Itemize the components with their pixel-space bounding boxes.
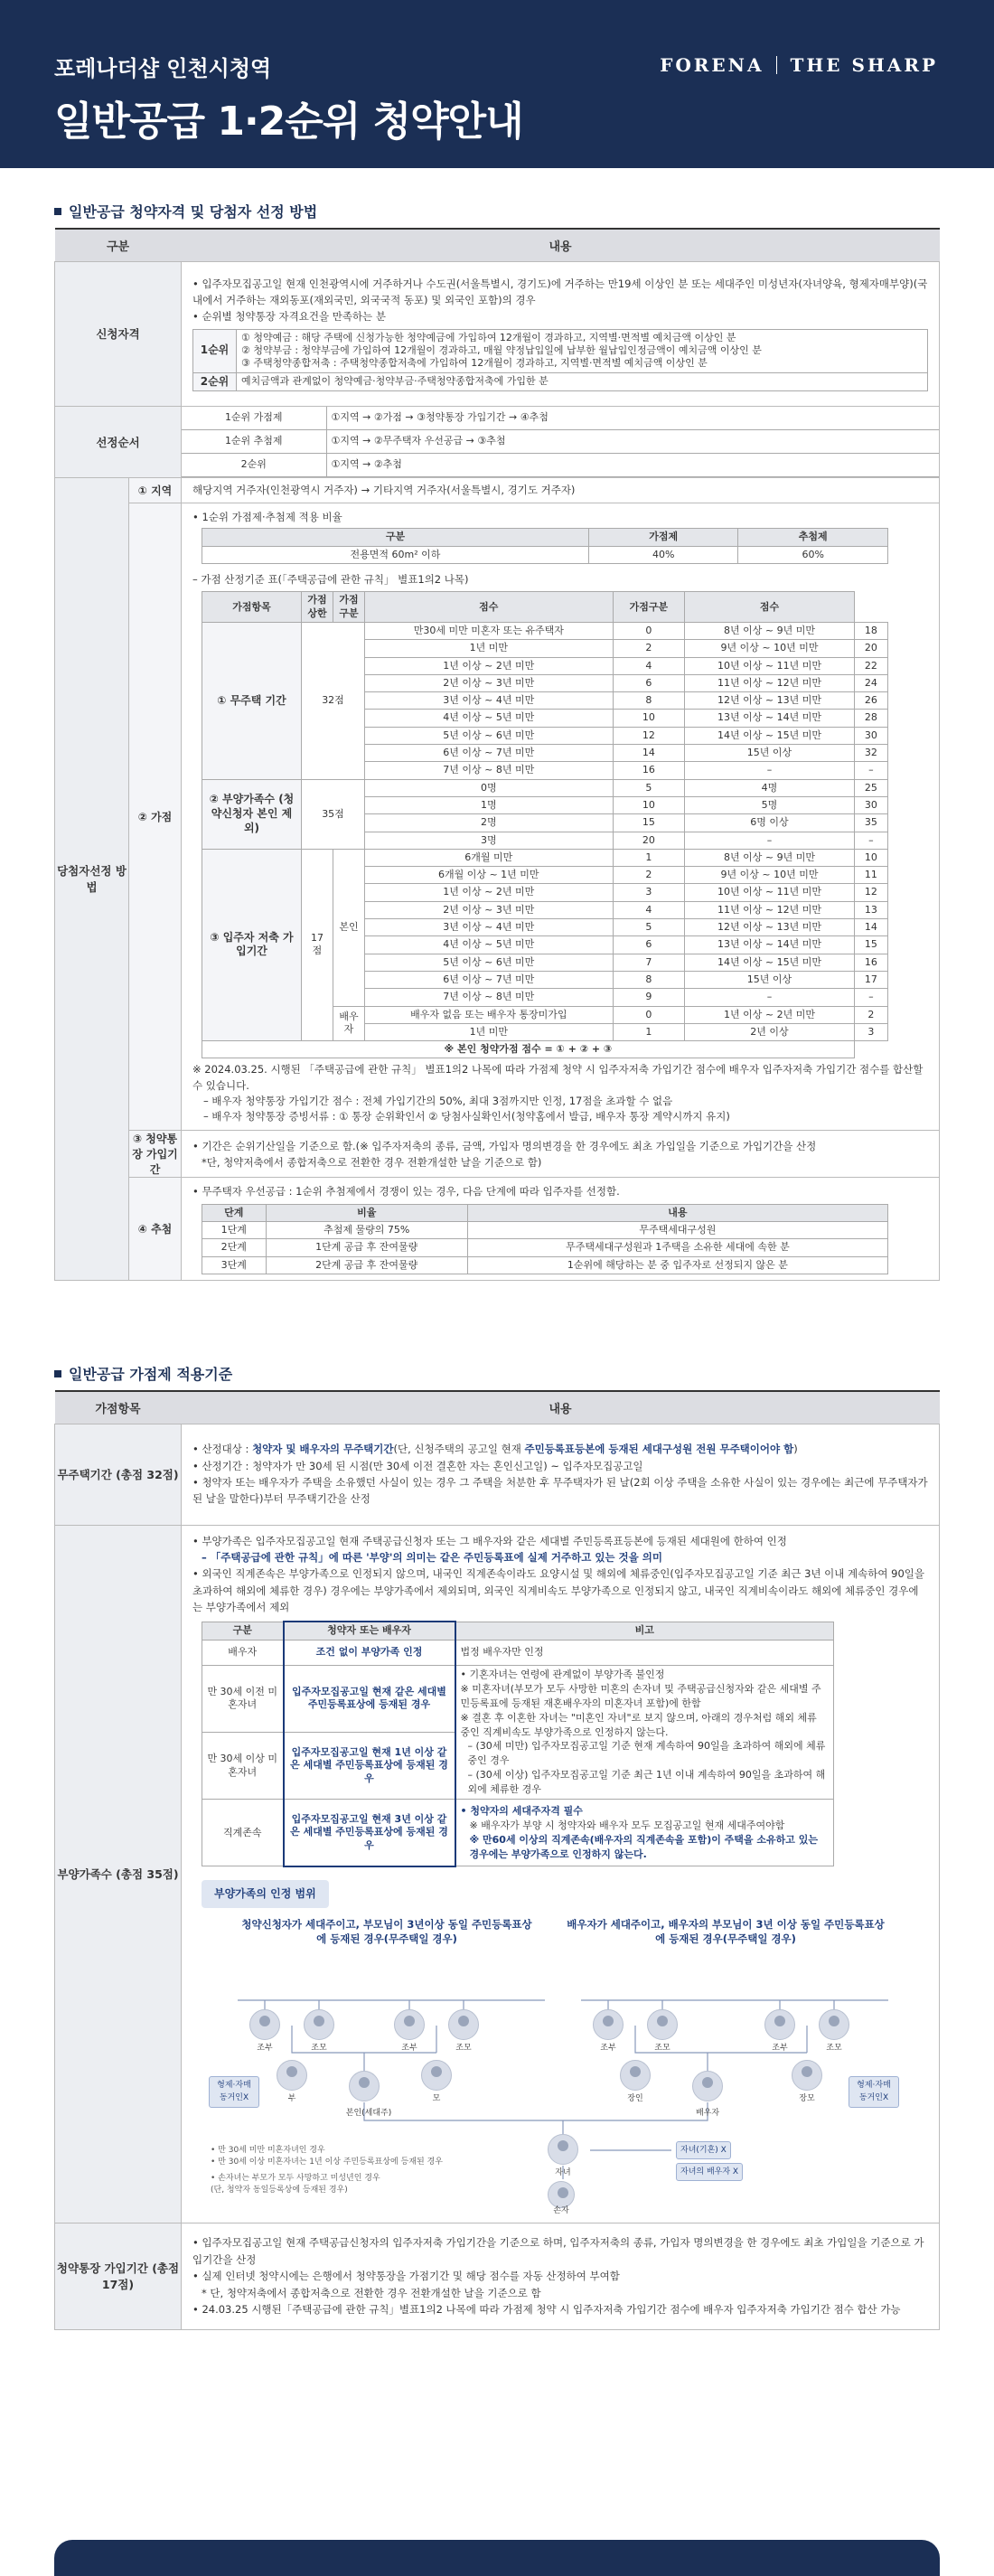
score-cell: 5년 이상 ~ 6년 미만 bbox=[365, 727, 614, 744]
score-row bbox=[202, 849, 888, 866]
order-steps: ①지역 → ②추첨 bbox=[326, 454, 939, 477]
nh-bullet: • 청약자 또는 배우자가 주택을 소유했던 사실이 있는 경우 그 주택을 처분한 후 무주택자가 된 날(2회 이상 주택을 소유한 사실이 있는 경우에는 최근에 무주택자가 된 날을 말한다)부터 무주택기간을 산정 bbox=[192, 1474, 928, 1508]
col-item: 가점항목 bbox=[55, 1391, 182, 1424]
rank1-label: 1순위 bbox=[193, 329, 237, 372]
score-label: ② 가점 bbox=[129, 503, 182, 1131]
qual-bullet: • 입주자모집공고일 현재 인천광역시에 거주하거나 수도권(서울특별시, 경기도)에 거주하는 만19세 이상인 분 또는 세대주인 미성년자(자녀양육, 형제자매부양)(국내에서 거주하는 재외동포(재외국민, 외국국적 동포) 및 외국인 포함)의 경우 bbox=[192, 276, 928, 309]
score-cell: – bbox=[685, 762, 855, 779]
period-label: ③ 청약통장 가입기간 bbox=[129, 1131, 182, 1178]
score-head: 가점구분 bbox=[333, 592, 365, 623]
score-cell: 1년 미만 bbox=[365, 1023, 614, 1040]
label-fatherinlaw: 장인 bbox=[627, 2093, 643, 2103]
lottery-row bbox=[202, 1222, 888, 1239]
score-notes bbox=[192, 1062, 928, 1124]
label-grandma4: 조모 bbox=[826, 2043, 842, 2053]
brand-forena: FORENA bbox=[660, 54, 764, 76]
score-cell: 15 bbox=[854, 936, 887, 954]
score-cell: 30 bbox=[854, 727, 887, 744]
score-cell: 5년 이상 ~ 6년 미만 bbox=[365, 954, 614, 971]
order-rank: 2순위 bbox=[182, 454, 326, 477]
score-cell: 14년 이상 ~ 15년 미만 bbox=[685, 727, 855, 744]
score-cell: 13 bbox=[854, 901, 887, 918]
score-cell: 배우자 없음 또는 배우자 통장미가입 bbox=[365, 1006, 614, 1023]
brand-divider bbox=[776, 56, 777, 74]
rank1-item: ① 청약예금 : 해당 주택에 신청가능한 청약예금에 가입하여 12개월이 경과하고, 지역별·면적별 예치금액 이상인 분 bbox=[241, 331, 736, 343]
score-cell: 5명 bbox=[685, 796, 855, 813]
qualification-table bbox=[54, 228, 940, 1281]
score-total: ※ 본인 청약가점 점수 = ① + ② + ③ bbox=[202, 1041, 855, 1058]
sav-max: 17점 bbox=[302, 849, 333, 1040]
section2-title: 일반공급 가점제 적용기준 bbox=[54, 1363, 232, 1384]
score-cell: 10년 이상 ~ 11년 미만 bbox=[685, 884, 855, 901]
order-table bbox=[182, 407, 939, 478]
score-cell: 2 bbox=[613, 640, 685, 657]
score-cell: 11년 이상 ~ 12년 미만 bbox=[685, 674, 855, 691]
score-cell: 14년 이상 ~ 15년 미만 bbox=[685, 954, 855, 971]
lottery-cell: 무주택세대구성원 bbox=[467, 1222, 887, 1239]
dp-note: – 「주택공급에 관한 규칙」에 따른 '부양'의 의미는 같은 주민등록표에 실제 거주하고 있는 것을 의미 bbox=[202, 1550, 662, 1564]
score-cell: 2년 이상 ~ 3년 미만 bbox=[365, 674, 614, 691]
score-cell: 14 bbox=[854, 919, 887, 936]
fig-right-title: 배우자가 세대주이고, 배우자의 부모님이 3년 이상 동일 주민등록표상에 등재된 경우(무주택일 경우) bbox=[567, 1917, 885, 1945]
score-cell: 10 bbox=[854, 849, 887, 866]
score-cell: 4명 bbox=[685, 779, 855, 796]
score-cell: 32 bbox=[854, 745, 887, 762]
score-cell: 20 bbox=[854, 640, 887, 657]
score-cell: – bbox=[854, 832, 887, 849]
lottery-label: ④ 추첨 bbox=[129, 1178, 182, 1281]
label-grandma: 조모 bbox=[311, 2043, 327, 2053]
fig-left-title: 청약신청자가 세대주이고, 부모님이 3년이상 동일 주민등록표상에 등재된 경우(무주택일 경우) bbox=[241, 1917, 532, 1945]
score-cell: 3년 이상 ~ 4년 미만 bbox=[365, 919, 614, 936]
savings-label: 청약통장 가입기간 (총점 17점) bbox=[55, 2223, 182, 2329]
score-cell: 9년 이상 ~ 10년 미만 bbox=[685, 640, 855, 657]
std-title: – 가점 산정기준 표(「주택공급에 관한 규칙」 별표1의2 나목) bbox=[192, 572, 469, 586]
label-spouse: 배우자 bbox=[695, 2108, 720, 2118]
order-label: 선정순서 bbox=[55, 406, 182, 478]
lottery-head: 내용 bbox=[467, 1204, 887, 1221]
tag-child-spouse: 자녀의 배우자 X bbox=[676, 2163, 743, 2181]
score-cell: 13년 이상 ~ 14년 미만 bbox=[685, 710, 855, 727]
score-cell: 12 bbox=[613, 727, 685, 744]
score-cell: 17 bbox=[854, 971, 887, 988]
lottery-cell: 무주택세대구성원과 1주택을 소유한 세대에 속한 분 bbox=[467, 1239, 887, 1256]
order-content bbox=[182, 406, 940, 478]
label-grandma2: 조모 bbox=[455, 2043, 472, 2053]
nohouse-max: 32점 bbox=[302, 622, 365, 779]
score-cell: – bbox=[685, 989, 855, 1006]
tag-sibling-right: 형제·자매 동거인X bbox=[849, 2076, 899, 2108]
label-motherinlaw: 장모 bbox=[799, 2093, 815, 2103]
col-content: 내용 bbox=[182, 229, 940, 261]
score-head: 가점구분 bbox=[613, 592, 685, 623]
score-cell: 1년 이상 ~ 2년 미만 bbox=[365, 657, 614, 674]
tag-sibling-left: 형제·자매 동거인X bbox=[209, 2076, 259, 2108]
score-cell: 12년 이상 ~ 13년 미만 bbox=[685, 919, 855, 936]
score-cell: 8 bbox=[613, 971, 685, 988]
score-cell: 12년 이상 ~ 13년 미만 bbox=[685, 692, 855, 710]
score-cell: 13년 이상 ~ 14년 미만 bbox=[685, 936, 855, 954]
savings-content bbox=[182, 2223, 940, 2329]
dependents-table: 구분 청약자 또는 배우자 비고 배우자 조건 없이 부양가족 인정 법정 배우자만 인정 만 30세 이전 미혼자녀 입주자모집공고일 현재 같은 세대별 주민등록표상에 등재된 경우 • 기혼자녀는 연령에 관계없이 부양가족 불인정 ※ 미혼자녀(부모가 모두 사망한 미혼의 손자녀 및 주택공급신청자와 같은 세대별 주민등록표에 등재된 재혼배우자의 미혼자녀 포함)에 한함 ※ 결혼 후 이혼한 자녀는 "미혼인 자녀"로 보지 않으며, 아래의 경우처럼 해외 체류 중인 직계비속도 부양가족으로 인정하지 않는다. – (30세 미만) 입주자모집공고일 기준 현재 계속하여 90일을 초과하여 해외에 체류 중인 경우 – (30세 이상) 입주자모집공고일 기준 최근 1년 이내 계속하여 90일을 초과하여 해외에 체류한 경우 만 30세 이상 미혼자녀 입주자모집공고일 현재 1년 이상 같은 세대별 주민등록표상에 등재된 경우 직계존속 입주자모집공고일 현재 3년 이상 같은 세대별 주민등록표상에 등재된 경우 • 청약자의 세대주자격 필수 ※ 배우자가 부양 시 청약자와 배우자 모두 모집공고일 현재 세대주여야함 ※ 만60세 이상의 직계존속(배우자의 직계존속을 포함)이 주택을 소유하고 있는 경우에는 부양가족으로 인정하지 않는다. bbox=[202, 1621, 834, 1866]
score-cell: 14 bbox=[613, 745, 685, 762]
fig-footnotes: • 만 30세 미만 미혼자녀인 경우 • 만 30세 이상 미혼자녀는 1년 이상 주민등록표상에 등재된 경우 • 손자녀는 부모가 모두 사망하고 미성년인 경우 (단, 청약자 동일등록상에 등재된 경우) bbox=[211, 2145, 443, 2195]
rank-table bbox=[192, 329, 928, 391]
col-content2: 내용 bbox=[182, 1391, 940, 1424]
score-cell: 7 bbox=[613, 954, 685, 971]
lottery-row bbox=[202, 1239, 888, 1256]
spouse-label: 배우자 bbox=[333, 1006, 365, 1041]
col-gubun: 구분 bbox=[55, 229, 182, 261]
region-label: ① 지역 bbox=[129, 478, 182, 503]
dep-max: 35점 bbox=[302, 779, 365, 849]
score-cell: 1명 bbox=[365, 796, 614, 813]
nohouse-item: ① 무주택 기간 bbox=[202, 622, 302, 779]
score-cell: 25 bbox=[854, 779, 887, 796]
lottery-head: 단계 bbox=[202, 1204, 267, 1221]
dp-bullet: • 외국인 직계존속은 부양가족으로 인정되지 않으며, 내국인 직계존속이라도 요양시설 및 해외에 체류중인(입주자모집공고일 기준 최근 3년 이내 계속하여 90일을 초과하여 해외에 체류한 경우) 경우에는 부양가족에서 제외되며, 외국인 직계비속도 부양가족으로 인정되지 않고, 내국인 직계비속이라도 해외에 체류중인 경우에는 부양가족에서 제외 bbox=[192, 1565, 928, 1615]
score-cell: 16 bbox=[613, 762, 685, 779]
score-cell: 4 bbox=[613, 901, 685, 918]
rank2-text: 예치금액과 관계없이 청약예금·청약부금·주택청약종합저축에 가입한 분 bbox=[237, 372, 928, 391]
order-rank: 1순위 가점제 bbox=[182, 407, 326, 430]
score-cell: 6년 이상 ~ 7년 미만 bbox=[365, 971, 614, 988]
rank1-item: ③ 주택청약종합저축 : 주택청약종합저축에 가입하여 12개월이 경과하고, 지역별·면적별 예치금액 이상인 분 bbox=[241, 357, 708, 370]
score-cell: 15년 이상 bbox=[685, 971, 855, 988]
score-cell: 24 bbox=[854, 674, 887, 691]
score-cell: 2 bbox=[854, 1006, 887, 1023]
score-cell: 만30세 미만 미혼자 또는 유주택자 bbox=[365, 622, 614, 639]
score-cell: 35 bbox=[854, 814, 887, 832]
score-head: 점수 bbox=[365, 592, 614, 623]
lottery-cell: 1순위에 해당하는 분 중 입주자로 선정되지 않은 분 bbox=[467, 1256, 887, 1274]
ratio-cell: 60% bbox=[738, 546, 888, 563]
score-cell: 15년 이상 bbox=[685, 745, 855, 762]
family-box bbox=[202, 1880, 928, 2215]
nh-bullet: • 산정대상 : 청약자 및 배우자의 무주택기간(단, 신청주택의 공고일 현재 주민등록표등본에 등재된 세대구성원 전원 무주택이어야 함) bbox=[192, 1441, 928, 1457]
nh-bullet: • 산정기간 : 청약자가 만 30세 된 시점(만 30세 이전 결혼한 자는 혼인신고일) ~ 입주자모집공고일 bbox=[192, 1458, 928, 1474]
nohouse-label: 무주택기간 (총점 32점) bbox=[55, 1424, 182, 1525]
score-cell: 10년 이상 ~ 11년 미만 bbox=[685, 657, 855, 674]
score-head: 가점상한 bbox=[302, 592, 333, 623]
section1-title: 일반공급 청약자격 및 당첨자 선정 방법 bbox=[54, 201, 317, 221]
label-grandma3: 조모 bbox=[654, 2043, 670, 2053]
score-cell: 2 bbox=[613, 867, 685, 884]
ratio-head: 가점제 bbox=[588, 529, 738, 546]
score-cell: 3명 bbox=[365, 832, 614, 849]
score-row bbox=[202, 622, 888, 639]
label-grandpa4: 조부 bbox=[772, 2043, 788, 2053]
lottery-head: 비율 bbox=[266, 1204, 467, 1221]
score-cell: 15 bbox=[613, 814, 685, 832]
lottery-cell: 1단계 공급 후 잔여물량 bbox=[266, 1239, 467, 1256]
score-cell: 6년 이상 ~ 7년 미만 bbox=[365, 745, 614, 762]
score-cell: 7년 이상 ~ 8년 미만 bbox=[365, 989, 614, 1006]
score-cell: 7년 이상 ~ 8년 미만 bbox=[365, 762, 614, 779]
sv-note: * 단, 청약저축에서 종합저축으로 전환한 경우 전환개설한 날을 기준으로 함 bbox=[202, 2286, 541, 2299]
score-cell: 3년 이상 ~ 4년 미만 bbox=[365, 692, 614, 710]
lottery-cell: 추첨제 물량의 75% bbox=[266, 1222, 467, 1239]
nohouse-content bbox=[182, 1424, 940, 1525]
dep-item: ② 부양가족수 (청약신청자 본인 제외) bbox=[202, 779, 302, 849]
score-note: – 배우자 청약통장 증빙서류 : ① 통장 순위확인서 ② 당첨사실확인서(청약홈에서 발급, 배우자 통장 계약시까지 유지) bbox=[203, 1110, 730, 1123]
score-cell: 9 bbox=[613, 989, 685, 1006]
score-cell: 6 bbox=[613, 674, 685, 691]
label-self: 본인(세대주) bbox=[345, 2108, 392, 2118]
score-cell: 5 bbox=[613, 919, 685, 936]
sv-bullet: • 실제 인터넷 청약시에는 은행에서 청약통장을 가점기간 및 해당 점수를 자동 산정하여 부여함 bbox=[192, 2268, 928, 2284]
score-cell: 1년 이상 ~ 2년 미만 bbox=[365, 884, 614, 901]
label-grandpa2: 조부 bbox=[401, 2043, 417, 2053]
score-cell: – bbox=[854, 989, 887, 1006]
score-cell: 10 bbox=[613, 710, 685, 727]
ratio-cell: 전용면적 60m² 이하 bbox=[202, 546, 589, 563]
score-cell: 1 bbox=[613, 1023, 685, 1040]
brand-thesharp: THE SHARP bbox=[790, 54, 938, 76]
score-cell: 4 bbox=[613, 657, 685, 674]
lottery-row bbox=[202, 1256, 888, 1274]
family-figure bbox=[202, 1917, 928, 2215]
score-cell: 2년 이상 ~ 3년 미만 bbox=[365, 901, 614, 918]
score-cell: – bbox=[854, 762, 887, 779]
label-father: 부 bbox=[287, 2093, 296, 2103]
dependents-label: 부양가족수 (총점 35점) bbox=[55, 1525, 182, 2223]
order-row bbox=[182, 454, 939, 477]
ratio-cell: 40% bbox=[588, 546, 738, 563]
score-cell: 9년 이상 ~ 10년 미만 bbox=[685, 867, 855, 884]
family-title: 부양가족의 인정 범위 bbox=[202, 1880, 329, 1908]
lottery-table bbox=[202, 1204, 888, 1274]
score-table bbox=[202, 591, 888, 1058]
score-cell: 0 bbox=[613, 1006, 685, 1023]
label-child: 자녀 bbox=[555, 2167, 571, 2177]
qual-bullet: • 순위별 청약통장 자격요건을 만족하는 분 bbox=[192, 308, 928, 324]
order-steps: ①지역 → ②가점 → ③청약통장 가입기간 → ④추첨 bbox=[326, 407, 939, 430]
score-cell: – bbox=[685, 832, 855, 849]
order-rank: 1순위 추첨제 bbox=[182, 430, 326, 454]
score-cell: 3 bbox=[854, 1023, 887, 1040]
score-cell: 0 bbox=[613, 622, 685, 639]
period-content: • 기간은 순위기산일을 기준으로 함.(※ 입주자저축의 종류, 금액, 가입자 명의변경을 한 경우에도 최초 가입일을 기준으로 가입기간을 산정 *단, 청약저축에서 종합저축으로 전환한 경우 전환개설한 날을 기준으로 함) bbox=[182, 1131, 940, 1178]
score-cell: 26 bbox=[854, 692, 887, 710]
score-note: – 배우자 청약통장 가입기간 점수 : 전체 가입기간의 50%, 최대 3점까지만 인정, 17점을 초과할 수 없음 bbox=[203, 1094, 673, 1107]
header-subtitle: 포레나더샵 인천시청역 bbox=[54, 56, 272, 81]
rank2-label: 2순위 bbox=[193, 372, 237, 391]
score-cell: 4년 이상 ~ 5년 미만 bbox=[365, 936, 614, 954]
score-cell: 8년 이상 ~ 9년 미만 bbox=[685, 849, 855, 866]
qual-content bbox=[182, 261, 940, 406]
winner-label: 당첨자선정 방법 bbox=[55, 478, 129, 1281]
header-title: 일반공급 1·2순위 청약안내 bbox=[54, 99, 523, 145]
dp-bullet: • 부양가족은 입주자모집공고일 현재 주택공급신청자 또는 그 배우자와 같은 세대별 주민등록표등본에 등재된 세대원에 한하여 인정 bbox=[192, 1533, 928, 1549]
sv-bullet: • 24.03.25 시행된「주택공급에 관한 규칙」별표1의2 나목에 따라 가점제 청약 시 입주자저축 가입기간 점수에 배우자 입주자저축 가입기간 점수 합산 가능 bbox=[192, 2301, 928, 2317]
ratio-head: 구분 bbox=[202, 529, 589, 546]
score-content bbox=[182, 503, 940, 1131]
lottery-cell: 1단계 bbox=[202, 1222, 267, 1239]
score-cell: 6개월 미만 bbox=[365, 849, 614, 866]
qual-label: 신청자격 bbox=[55, 261, 182, 406]
score-cell: 10 bbox=[613, 796, 685, 813]
dependents-content bbox=[182, 1525, 940, 2223]
brand-logo bbox=[660, 54, 938, 76]
order-row bbox=[182, 407, 939, 430]
score-cell: 18 bbox=[854, 622, 887, 639]
score-cell: 16 bbox=[854, 954, 887, 971]
score-cell: 12 bbox=[854, 884, 887, 901]
score-cell: 30 bbox=[854, 796, 887, 813]
score-cell: 11 bbox=[854, 867, 887, 884]
score-cell: 6 bbox=[613, 936, 685, 954]
lottery-cell: 2단계 공급 후 잔여물량 bbox=[266, 1256, 467, 1274]
lottery-content: • 무주택자 우선공급 : 1순위 추첨제에서 경쟁이 있는 경우, 다음 단계에 따라 입주자를 선정함. 단계 비율 내용 1단계 추첨제 물량의 75% 무주택세대구성원 2단계 1단계 공급 후 잔여물량 무주택세대구성원과 1주택을 소유한 세대에 속한 분 3단계 2단계 공급 후 잔여물량 1순위에 해당하는 분 중 입주자로 선정되지 않은 분 bbox=[182, 1178, 940, 1281]
label-grandpa3: 조부 bbox=[600, 2043, 616, 2053]
lottery-cell: 3단계 bbox=[202, 1256, 267, 1274]
score-cell: 5 bbox=[613, 779, 685, 796]
sv-bullet: • 입주자모집공고일 현재 주택공급신청자의 입주자저축 가입기간을 기준으로 하며, 입주자저축의 종류, 가입자 명의변경을 한 경우에도 최초 가입일을 기준으로 가입기간을 산정 bbox=[192, 2234, 928, 2268]
page-footer-bar bbox=[54, 2540, 940, 2576]
score-cell: 20 bbox=[613, 832, 685, 849]
tag-child-married: 자녀(기혼) X bbox=[676, 2141, 731, 2159]
order-steps: ①지역 → ②무주택자 우선공급 → ③추첨 bbox=[326, 430, 939, 454]
score-cell: 1년 이상 ~ 2년 미만 bbox=[685, 1006, 855, 1023]
score-cell: 8년 이상 ~ 9년 미만 bbox=[685, 622, 855, 639]
score-head: 가점항목 bbox=[202, 592, 302, 623]
score-cell: 28 bbox=[854, 710, 887, 727]
order-row bbox=[182, 430, 939, 454]
score-cell: 3 bbox=[613, 884, 685, 901]
score-cell: 2명 bbox=[365, 814, 614, 832]
score-cell: 1 bbox=[613, 849, 685, 866]
lottery-cell: 2단계 bbox=[202, 1239, 267, 1256]
score-note: ※ 2024.03.25. 시행된 「주택공급에 관한 규칙」 별표1의2 나목에 따라 가점제 청약 시 입주자저축 가입기간 점수에 배우자 입주자저축 가입기간 점수를 합산할 수 있습니다. bbox=[192, 1063, 924, 1092]
label-grandchild: 손자 bbox=[553, 2205, 569, 2215]
score-cell: 11년 이상 ~ 12년 미만 bbox=[685, 901, 855, 918]
criteria-table bbox=[54, 1390, 940, 2330]
page-header bbox=[0, 0, 994, 168]
region-text: 해당지역 거주자(인천광역시 거주자) → 기타지역 거주자(서울특별시, 경기도 거주자) bbox=[182, 478, 940, 503]
ratio-table bbox=[202, 528, 888, 564]
score-cell: 0명 bbox=[365, 779, 614, 796]
score-cell: 4년 이상 ~ 5년 미만 bbox=[365, 710, 614, 727]
score-cell: 2년 이상 bbox=[685, 1023, 855, 1040]
score-cell: 6명 이상 bbox=[685, 814, 855, 832]
sav-item: ③ 입주자 저축 가입기간 bbox=[202, 849, 302, 1040]
score-row bbox=[202, 779, 888, 796]
score-cell: 8 bbox=[613, 692, 685, 710]
rank1-item: ② 청약부금 : 청약부금에 가입하여 12개월이 경과하고, 매월 약정납입일에 납부한 월납입인정금액이 예치금액 이상인 분 bbox=[241, 344, 762, 357]
score-cell: 6개월 이상 ~ 1년 미만 bbox=[365, 867, 614, 884]
label-mother: 모 bbox=[432, 2093, 441, 2103]
score-cell: 22 bbox=[854, 657, 887, 674]
score-cell: 1년 미만 bbox=[365, 640, 614, 657]
ratio-head: 추첨제 bbox=[738, 529, 888, 546]
self-label: 본인 bbox=[333, 849, 365, 1006]
ratio-title: • 1순위 가점제·추첨제 적용 비율 bbox=[192, 511, 342, 523]
score-head: 점수 bbox=[685, 592, 855, 623]
label-grandpa: 조부 bbox=[257, 2043, 273, 2053]
